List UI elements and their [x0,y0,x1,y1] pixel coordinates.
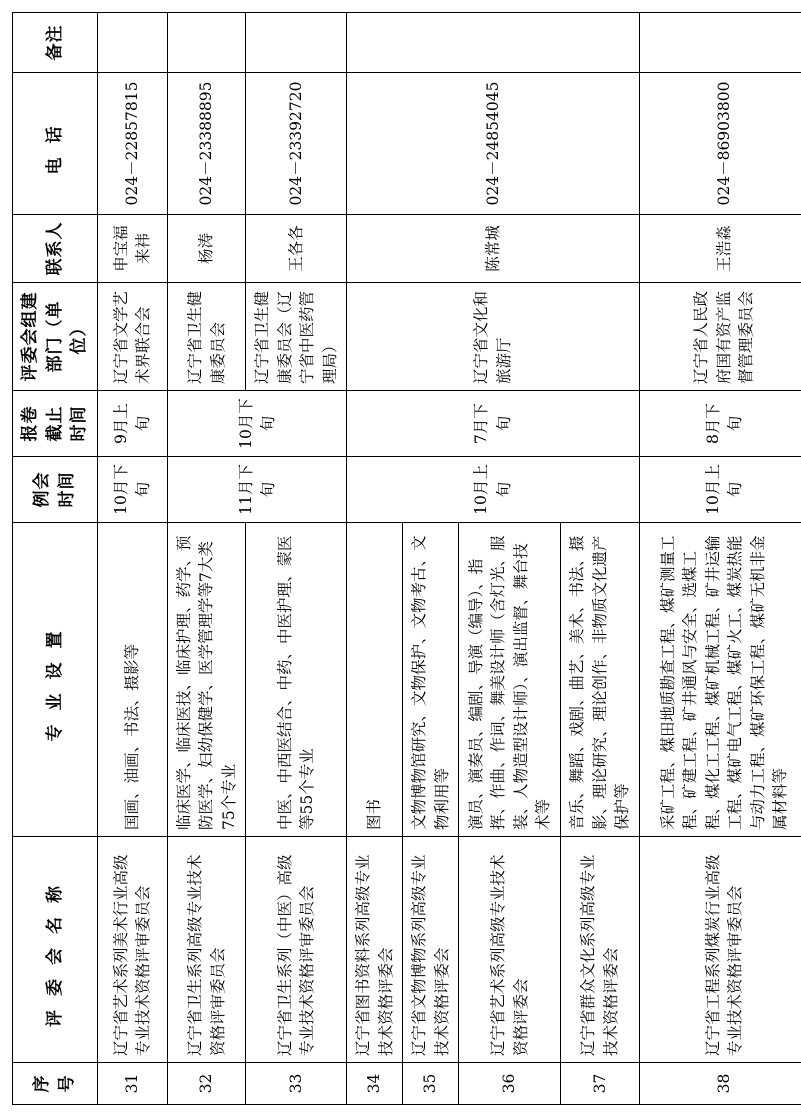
cell-phone: 024－22857815 [97,73,167,215]
cell-phone: 024－23388895 [167,73,245,215]
cell-phone: 024－23392720 [246,73,347,215]
cell-contact: 申宝福 来祎 [97,215,167,283]
cell-contact: 王浩淼 [639,215,801,283]
col-header-meeting: 例会时间 [13,457,98,523]
col-header-specialty: 专业设置 [13,523,98,837]
header-row [13,13,98,1105]
cell-name: 辽宁省图书资料系列高级专业技术资格评委会 [347,837,403,1063]
cell-specialty: 中医、中西医结合、中药、中医护理、蒙医等55个专业 [246,523,347,837]
col-header-note: 备注 [13,13,98,73]
table-row [97,13,167,1105]
table-row [167,13,245,1105]
cell-specialty: 演员、演奏员、编剧、导演（编导）、指挥、作曲、作词、舞美设计师（含灯光、服装、人物造型设计师）、演出监督、舞台技术等 [459,523,561,837]
cell-note [347,13,639,73]
cell-deadline: 9月上旬 [97,391,167,457]
cell-seq: 36 [459,1063,561,1105]
cell-dept: 辽宁省卫生健康委员会 [167,283,245,391]
cell-name: 辽宁省艺术系列美术行业高级专业技术资格评审委员会 [97,837,167,1063]
cell-specialty: 图书 [347,523,403,837]
cell-specialty: 音乐、舞蹈、戏剧、曲艺、美术、书法、摄影、理论研究、理论创作、非物质文化遗产保护等 [561,523,639,837]
col-header-contact: 联系人 [13,215,98,283]
col-header-dept: 评委会组建部门（单位） [13,283,98,391]
cell-seq: 38 [639,1063,801,1105]
table-row [246,13,347,1105]
cell-note [246,13,347,73]
cell-meeting: 11月下旬 [167,457,346,523]
col-header-seq: 序号 [13,1063,98,1105]
committee-table [12,12,801,1105]
cell-dept: 辽宁省文学艺术界联合会 [97,283,167,391]
table-row [347,13,403,1105]
cell-contact: 王各各 [246,215,347,283]
cell-seq: 31 [97,1063,167,1105]
cell-seq: 37 [561,1063,639,1105]
cell-specialty: 采矿工程、煤田地质勘查工程、煤矿测量工程、矿建工程、矿井通风与安全、选煤工程、煤化工工程、煤矿机械工程、矿井运输工程、煤矿电气工程、煤矿火工、煤炭热能与动力工程、煤矿环保工程、煤矿无机非金属材料等 [639,523,801,837]
cell-name: 辽宁省文物博物系列高级专业技术资格评委会 [403,837,459,1063]
cell-name: 辽宁省群众文化系列高级专业技术资格评委会 [561,837,639,1063]
cell-dept: 辽宁省文化和旅游厅 [347,283,639,391]
cell-seq: 33 [246,1063,347,1105]
cell-meeting: 10月上旬 [639,457,801,523]
cell-contact: 杨涛 [167,215,245,283]
cell-name: 辽宁省卫生系列（中医）高级专业技术资格评审委员会 [246,837,347,1063]
col-header-name: 评委会名称 [13,837,98,1063]
cell-note [639,13,801,73]
cell-specialty: 临床医学、临床医技、临床护理、药学、预防医学、妇幼保健学、医学管理学等7大类75个专业 [167,523,245,837]
cell-seq: 32 [167,1063,245,1105]
cell-deadline: 10月下旬 [167,391,346,457]
cell-name: 辽宁省卫生系列高级专业技术资格评审委员会 [167,837,245,1063]
cell-seq: 34 [347,1063,403,1105]
cell-deadline: 7月下旬 [347,391,639,457]
col-header-phone: 电话 [13,73,98,215]
cell-meeting: 10月下旬 [97,457,167,523]
cell-name: 辽宁省工程系列煤炭行业高级专业技术资格评审委员会 [639,837,801,1063]
cell-note [167,13,245,73]
cell-dept: 辽宁省卫生健康委员会（辽宁省中医药管理局） [246,283,347,391]
cell-specialty: 国画、油画、书法、摄影等 [97,523,167,837]
cell-contact: 陈常城 [347,215,639,283]
cell-meeting: 10月上旬 [347,457,639,523]
cell-dept: 辽宁省人民政府国有资产监督管理委员会 [639,283,801,391]
cell-note [97,13,167,73]
cell-phone: 024－24854045 [347,73,639,215]
cell-seq: 35 [403,1063,459,1105]
col-header-deadline: 报卷截止时间 [13,391,98,457]
cell-deadline: 8月下旬 [639,391,801,457]
table-row [639,13,801,1105]
cell-phone: 024－86903800 [639,73,801,215]
cell-name: 辽宁省艺术系列高级专业技术资格评委会 [459,837,561,1063]
cell-specialty: 文物博物馆研究、文物保护、文物考古、文物利用等 [403,523,459,837]
